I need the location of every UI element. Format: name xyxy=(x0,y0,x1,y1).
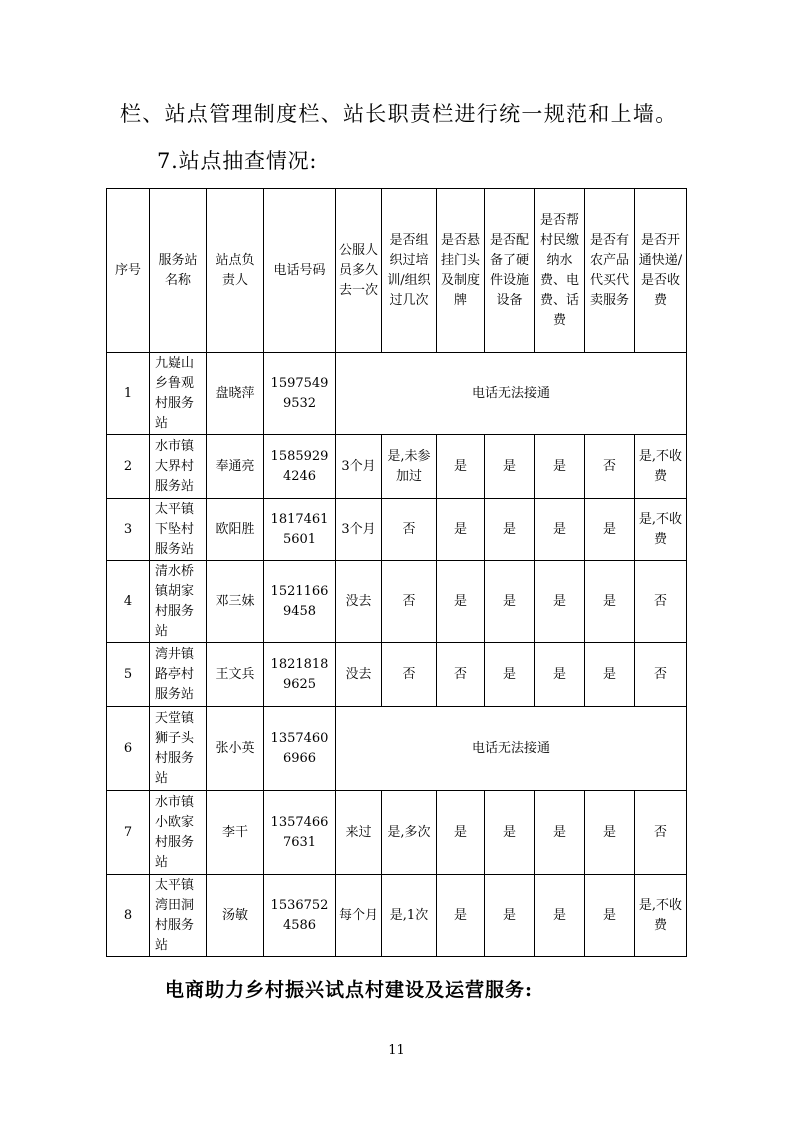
col-header-no: 序号 xyxy=(107,189,150,353)
cell-no: 5 xyxy=(107,643,150,707)
cell-phone: 15975499532 xyxy=(264,353,336,435)
col-header-agri-service: 是否有农产品代买代卖服务 xyxy=(585,189,635,353)
section-bold-heading: 电商助力乡村振兴试点村建设及运营服务: xyxy=(165,979,534,1001)
cell-agri-service: 否 xyxy=(585,435,635,499)
cell-express: 否 xyxy=(635,643,687,707)
cell-visit: 没去 xyxy=(336,643,382,707)
table-row xyxy=(107,499,687,561)
cell-agri-service: 是 xyxy=(585,875,635,957)
table-row xyxy=(107,643,687,707)
cell-phone: 18174615601 xyxy=(264,499,336,561)
page-number: 11 xyxy=(388,1043,405,1058)
cell-station-name: 清水桥镇胡家村服务站 xyxy=(150,561,207,643)
table-row xyxy=(107,875,687,957)
cell-signage: 是 xyxy=(437,561,485,643)
cell-phone: 15367524586 xyxy=(264,875,336,957)
cell-express: 是,不收费 xyxy=(635,435,687,499)
col-header-signage: 是否悬挂门头及制度牌 xyxy=(437,189,485,353)
cell-hardware: 是 xyxy=(485,561,535,643)
cell-training: 否 xyxy=(382,643,437,707)
cell-express: 是,不收费 xyxy=(635,499,687,561)
cell-training: 否 xyxy=(382,499,437,561)
col-header-bill-payment: 是否帮村民缴纳水费、电费、话费 xyxy=(535,189,585,353)
col-header-training: 是否组织过培训/组织过几次 xyxy=(382,189,437,353)
col-header-express: 是否开通快递/是否收费 xyxy=(635,189,687,353)
col-header-leader: 站点负责人 xyxy=(207,189,264,353)
col-header-visit-frequency: 公服人员多久去一次 xyxy=(336,189,382,353)
cell-bill-pay: 是 xyxy=(535,499,585,561)
cell-express: 是,不收费 xyxy=(635,875,687,957)
cell-station-name: 湾井镇路亭村服务站 xyxy=(150,643,207,707)
cell-phone: 13574606966 xyxy=(264,707,336,791)
cell-leader: 汤敏 xyxy=(207,875,264,957)
cell-phone: 15211669458 xyxy=(264,561,336,643)
cell-training: 是,1次 xyxy=(382,875,437,957)
cell-training: 是,多次 xyxy=(382,791,437,875)
col-header-hardware: 是否配备了硬件设施设备 xyxy=(485,189,535,353)
cell-leader: 盘晓萍 xyxy=(207,353,264,435)
cell-no: 4 xyxy=(107,561,150,643)
station-survey-table xyxy=(106,188,687,957)
cell-visit: 没去 xyxy=(336,561,382,643)
cell-bill-pay: 是 xyxy=(535,875,585,957)
cell-visit: 3个月 xyxy=(336,435,382,499)
cell-station-name: 九嶷山乡鲁观村服务站 xyxy=(150,353,207,435)
cell-phone: 13574667631 xyxy=(264,791,336,875)
cell-signage: 是 xyxy=(437,875,485,957)
table-header-row xyxy=(107,189,687,353)
cell-signage: 是 xyxy=(437,791,485,875)
cell-no: 6 xyxy=(107,707,150,791)
cell-training: 否 xyxy=(382,561,437,643)
table-row xyxy=(107,353,687,435)
cell-leader: 李干 xyxy=(207,791,264,875)
cell-hardware: 是 xyxy=(485,499,535,561)
cell-phone: 18218189625 xyxy=(264,643,336,707)
col-header-phone: 电话号码 xyxy=(264,189,336,353)
cell-express: 否 xyxy=(635,791,687,875)
cell-no: 8 xyxy=(107,875,150,957)
cell-agri-service: 是 xyxy=(585,561,635,643)
cell-merged-note: 电话无法接通 xyxy=(336,353,687,435)
cell-leader: 欧阳胜 xyxy=(207,499,264,561)
cell-no: 2 xyxy=(107,435,150,499)
cell-hardware: 是 xyxy=(485,791,535,875)
cell-no: 1 xyxy=(107,353,150,435)
cell-leader: 王文兵 xyxy=(207,643,264,707)
table-row xyxy=(107,707,687,791)
cell-agri-service: 是 xyxy=(585,499,635,561)
cell-phone: 15859294246 xyxy=(264,435,336,499)
cell-bill-pay: 是 xyxy=(535,791,585,875)
cell-agri-service: 是 xyxy=(585,791,635,875)
cell-agri-service: 是 xyxy=(585,643,635,707)
cell-station-name: 水市镇小欧家村服务站 xyxy=(150,791,207,875)
cell-signage: 是 xyxy=(437,499,485,561)
cell-bill-pay: 是 xyxy=(535,561,585,643)
cell-bill-pay: 是 xyxy=(535,435,585,499)
cell-no: 3 xyxy=(107,499,150,561)
table-row xyxy=(107,791,687,875)
cell-visit: 3个月 xyxy=(336,499,382,561)
cell-station-name: 太平镇下坠村服务站 xyxy=(150,499,207,561)
cell-merged-note: 电话无法接通 xyxy=(336,707,687,791)
cell-hardware: 是 xyxy=(485,875,535,957)
intro-paragraph-line: 栏、站点管理制度栏、站长职责栏进行统一规范和上墙。 xyxy=(120,102,678,126)
cell-visit: 每个月 xyxy=(336,875,382,957)
cell-station-name: 水市镇大界村服务站 xyxy=(150,435,207,499)
cell-visit: 来过 xyxy=(336,791,382,875)
cell-leader: 邓三妹 xyxy=(207,561,264,643)
cell-signage: 是 xyxy=(437,435,485,499)
cell-station-name: 天堂镇狮子头村服务站 xyxy=(150,707,207,791)
cell-training: 是,未参加过 xyxy=(382,435,437,499)
cell-bill-pay: 是 xyxy=(535,643,585,707)
cell-hardware: 是 xyxy=(485,435,535,499)
cell-signage: 否 xyxy=(437,643,485,707)
cell-leader: 张小英 xyxy=(207,707,264,791)
cell-leader: 奉通亮 xyxy=(207,435,264,499)
cell-express: 否 xyxy=(635,561,687,643)
col-header-station-name: 服务站名称 xyxy=(150,189,207,353)
table-row xyxy=(107,435,687,499)
cell-no: 7 xyxy=(107,791,150,875)
section-heading: 7.站点抽查情况: xyxy=(157,149,318,173)
cell-hardware: 是 xyxy=(485,643,535,707)
table-row xyxy=(107,561,687,643)
cell-station-name: 太平镇湾田洞村服务站 xyxy=(150,875,207,957)
